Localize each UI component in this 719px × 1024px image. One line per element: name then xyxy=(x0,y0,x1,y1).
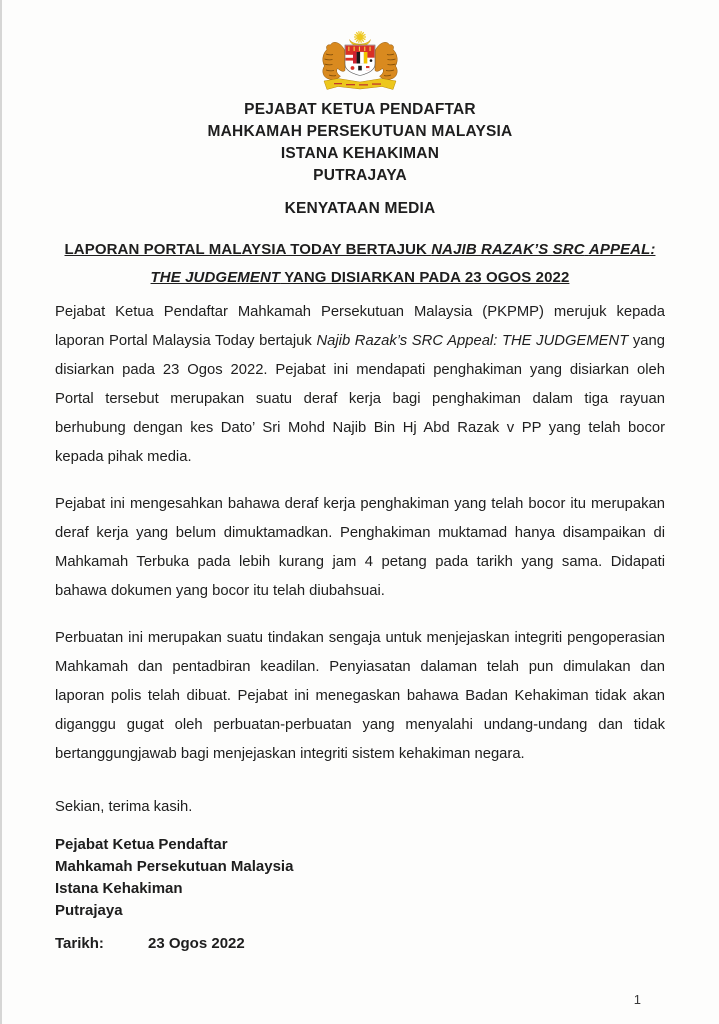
shield-icon xyxy=(345,45,375,76)
scan-edge-artifact xyxy=(0,0,2,1024)
tiger-right-icon xyxy=(375,42,397,79)
letterhead xyxy=(55,99,665,187)
signature-line-4: Putrajaya xyxy=(55,902,123,919)
paragraph-1 xyxy=(55,298,665,472)
org-name-line-4: PUTRAJAYA xyxy=(313,167,407,184)
paragraph-1-segment: Pejabat Ketua Pendaftar Mahkamah Persekutuan Malaysia (PKPMP) merujuk kepada laporan Portal Malaysia Today bertajuk xyxy=(55,304,665,349)
org-name-line-2: MAHKAMAH PERSEKUTUAN MALAYSIA xyxy=(207,123,513,140)
paragraph-2: Pejabat ini mengesahkan bahawa deraf kerja penghakiman yang telah bocor itu merupakan deraf kerja yang belum dimuktamadkan. Penghakiman muktamad hanya disampaikan di Mahkamah Terbuka pada lebih kurang jam 4 petang pada tarikh yang sama. Didapati bahawa dokumen yang bocor itu telah diubahsuai. xyxy=(55,496,665,599)
title-segment: LAPORAN PORTAL MALAYSIA TODAY BERTAJUK xyxy=(64,241,432,258)
shield-right-panel xyxy=(367,52,374,64)
document-title xyxy=(55,236,665,292)
signature-line-1: Pejabat Ketua Pendaftar xyxy=(55,836,228,853)
title-segment: YANG DISIARKAN PADA 23 OGOS 2022 xyxy=(280,269,570,286)
date-label: Tarikh: xyxy=(55,935,104,952)
document-content xyxy=(55,0,665,955)
signature-line-2: Mahkamah Persekutuan Malaysia xyxy=(55,858,294,875)
date-value: 23 Ogos 2022 xyxy=(148,935,245,952)
date-row xyxy=(55,933,665,955)
closing-line: Sekian, terima kasih. xyxy=(55,799,193,815)
signature-block xyxy=(55,834,665,922)
malaysia-coat-of-arms-icon xyxy=(304,28,416,94)
page-number: 1 xyxy=(633,992,641,1007)
paragraph-3: Perbuatan ini merupakan suatu tindakan sengaja untuk menjejaskan integriti pengoperasian Mahkamah dan pentadbiran keadilan. Penyiasatan dalaman telah pun dimulakan dan laporan polis telah dibuat. Pejabat ini menegaskan bahawa Badan Kehakiman tidak akan diganggu gugat oleh perbuatan-perbuatan yang menyalahi undang-undang dan tidak bertanggungjawab bagi menjejaskan integriti sistem kehakiman negara. xyxy=(55,630,665,762)
title-segment-italic: NAJIB RAZAK’S SRC xyxy=(431,241,585,258)
paragraph-1-segment-italic: Najib Razak’s SRC Appeal: THE JUDGEMENT xyxy=(316,333,629,349)
shield-center-panel xyxy=(353,52,367,64)
tiger-left-icon xyxy=(323,42,345,79)
statement-type-heading: KENYATAAN MEDIA xyxy=(284,200,436,217)
motto-ribbon-icon xyxy=(324,79,396,90)
paragraph-1-segment: yang disiarkan pada 23 Ogos 2022. Pejabat ini mendapati penghakiman yang disiarkan oleh Portal tersebut merupakan suatu deraf kerja bagi penghakiman dalam tiga rayuan berhubung dengan kes Dato’ Sri Mohd Najib Bin Hj Abd Razak v PP yang telah bocor kepada pihak media. xyxy=(55,333,665,465)
org-name-line-3: ISTANA KEHAKIMAN xyxy=(280,145,440,162)
title-segment-italic: APPEAL: THE JUDGEMENT xyxy=(150,241,656,286)
signature-line-3: Istana Kehakiman xyxy=(55,880,183,897)
org-name-line-1: PEJABAT KETUA PENDAFTAR xyxy=(244,101,476,118)
shield-left-panel xyxy=(346,52,354,64)
